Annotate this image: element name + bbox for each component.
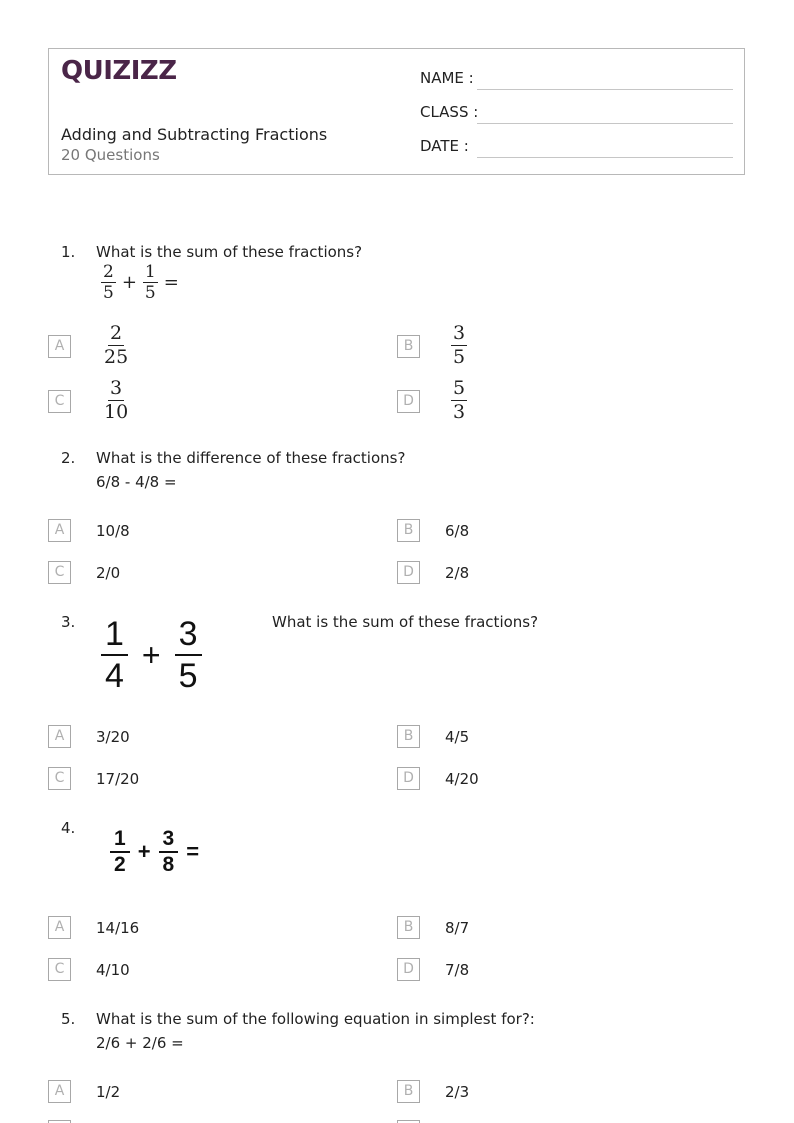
- question-expression: [101, 262, 179, 303]
- date-label: DATE :: [420, 137, 469, 155]
- numerator: 1: [101, 614, 128, 656]
- option-a-box[interactable]: A: [48, 519, 71, 542]
- denominator: 25: [104, 346, 129, 368]
- option-d-box[interactable]: D: [397, 390, 420, 413]
- option-c-box[interactable]: C: [48, 958, 71, 981]
- question-text: What is the sum of these fractions?: [96, 243, 363, 261]
- name-label: NAME :: [420, 69, 474, 87]
- equals-sign: =: [186, 839, 200, 864]
- question-text: What is the sum of the following equation in simplest for?:: [96, 1010, 535, 1028]
- option-a-box[interactable]: A: [48, 1080, 71, 1103]
- option-b-box[interactable]: B: [397, 519, 420, 542]
- option-c-box[interactable]: C: [48, 767, 71, 790]
- option-a-box[interactable]: A: [48, 335, 71, 358]
- numerator: 1: [110, 827, 130, 853]
- numerator: 2: [110, 322, 123, 344]
- option-d-text: 4/20: [445, 770, 479, 788]
- question-number: 5.: [61, 1010, 76, 1028]
- option-c-text: 17/20: [96, 770, 140, 788]
- question-number: 2.: [61, 449, 76, 467]
- denominator: 3: [453, 401, 466, 423]
- numerator: 3: [159, 827, 179, 853]
- class-field[interactable]: [477, 123, 733, 124]
- option-d-fraction: [451, 377, 467, 424]
- option-a-text: 14/16: [96, 919, 140, 937]
- option-b-fraction: [451, 322, 467, 369]
- question-number: 3.: [61, 613, 76, 631]
- option-a-text: 3/20: [96, 728, 130, 746]
- option-d-text: 2/8: [445, 564, 470, 582]
- question-expression: 6/8 - 4/8 =: [96, 473, 177, 491]
- question-text: What is the difference of these fractions?: [96, 449, 406, 467]
- option-a-box[interactable]: A: [48, 725, 71, 748]
- question-expression: 2/6 + 2/6 =: [96, 1034, 184, 1052]
- option-a-text: 10/8: [96, 522, 130, 540]
- operator: +: [141, 636, 161, 673]
- option-b-box[interactable]: B: [397, 335, 420, 358]
- option-d-box[interactable]: D: [397, 561, 420, 584]
- name-field[interactable]: [477, 89, 733, 90]
- fraction: [101, 262, 116, 303]
- fraction: [143, 262, 158, 303]
- option-c-box[interactable]: C: [48, 561, 71, 584]
- question-count: 20 Questions: [61, 146, 160, 164]
- question-text: What is the sum of these fractions?: [272, 613, 539, 631]
- class-label: CLASS :: [420, 103, 479, 121]
- question-image-expression: [101, 614, 202, 696]
- denominator: 5: [103, 283, 114, 303]
- fraction: [159, 827, 179, 877]
- option-d-text: 7/8: [445, 961, 470, 979]
- option-b-box[interactable]: B: [397, 1080, 420, 1103]
- date-field[interactable]: [477, 157, 733, 158]
- numerator: 1: [144, 262, 156, 282]
- option-b-text: 8/7: [445, 919, 470, 937]
- fraction: [175, 614, 202, 696]
- question-number: 4.: [61, 819, 76, 837]
- option-b-text: 4/5: [445, 728, 470, 746]
- denominator: 5: [144, 283, 156, 303]
- numerator: 3: [175, 614, 202, 656]
- worksheet-title: Adding and Subtracting Fractions: [61, 125, 328, 144]
- denominator: 4: [105, 657, 124, 695]
- option-d-box[interactable]: D: [397, 767, 420, 790]
- denominator: 8: [162, 853, 175, 876]
- denominator: 2: [114, 853, 126, 876]
- option-a-fraction: [104, 322, 128, 369]
- option-c-box[interactable]: C: [48, 390, 71, 413]
- equals-sign: =: [163, 272, 179, 293]
- operator: +: [137, 839, 151, 864]
- option-c-text: 2/0: [96, 564, 121, 582]
- numerator: 3: [453, 322, 466, 344]
- option-a-box[interactable]: A: [48, 916, 71, 939]
- numerator: 5: [453, 377, 466, 399]
- question-number: 1.: [61, 243, 76, 261]
- option-c-text: 4/10: [96, 961, 130, 979]
- denominator: 5: [453, 346, 466, 368]
- option-b-text: 6/8: [445, 522, 470, 540]
- option-a-text: 1/2: [96, 1083, 121, 1101]
- option-c-fraction: [104, 377, 128, 424]
- option-b-box[interactable]: B: [397, 725, 420, 748]
- option-d-box[interactable]: D: [397, 958, 420, 981]
- question-image-expression: [110, 827, 199, 877]
- fraction: [110, 827, 130, 877]
- numerator: 3: [110, 377, 123, 399]
- fraction: [101, 614, 128, 696]
- denominator: 10: [104, 401, 129, 423]
- operator: +: [121, 272, 137, 293]
- numerator: 2: [103, 262, 114, 282]
- denominator: 5: [178, 657, 198, 695]
- option-b-box[interactable]: B: [397, 916, 420, 939]
- quizizz-logo: QUIZIZZ: [61, 56, 177, 86]
- option-b-text: 2/3: [445, 1083, 470, 1101]
